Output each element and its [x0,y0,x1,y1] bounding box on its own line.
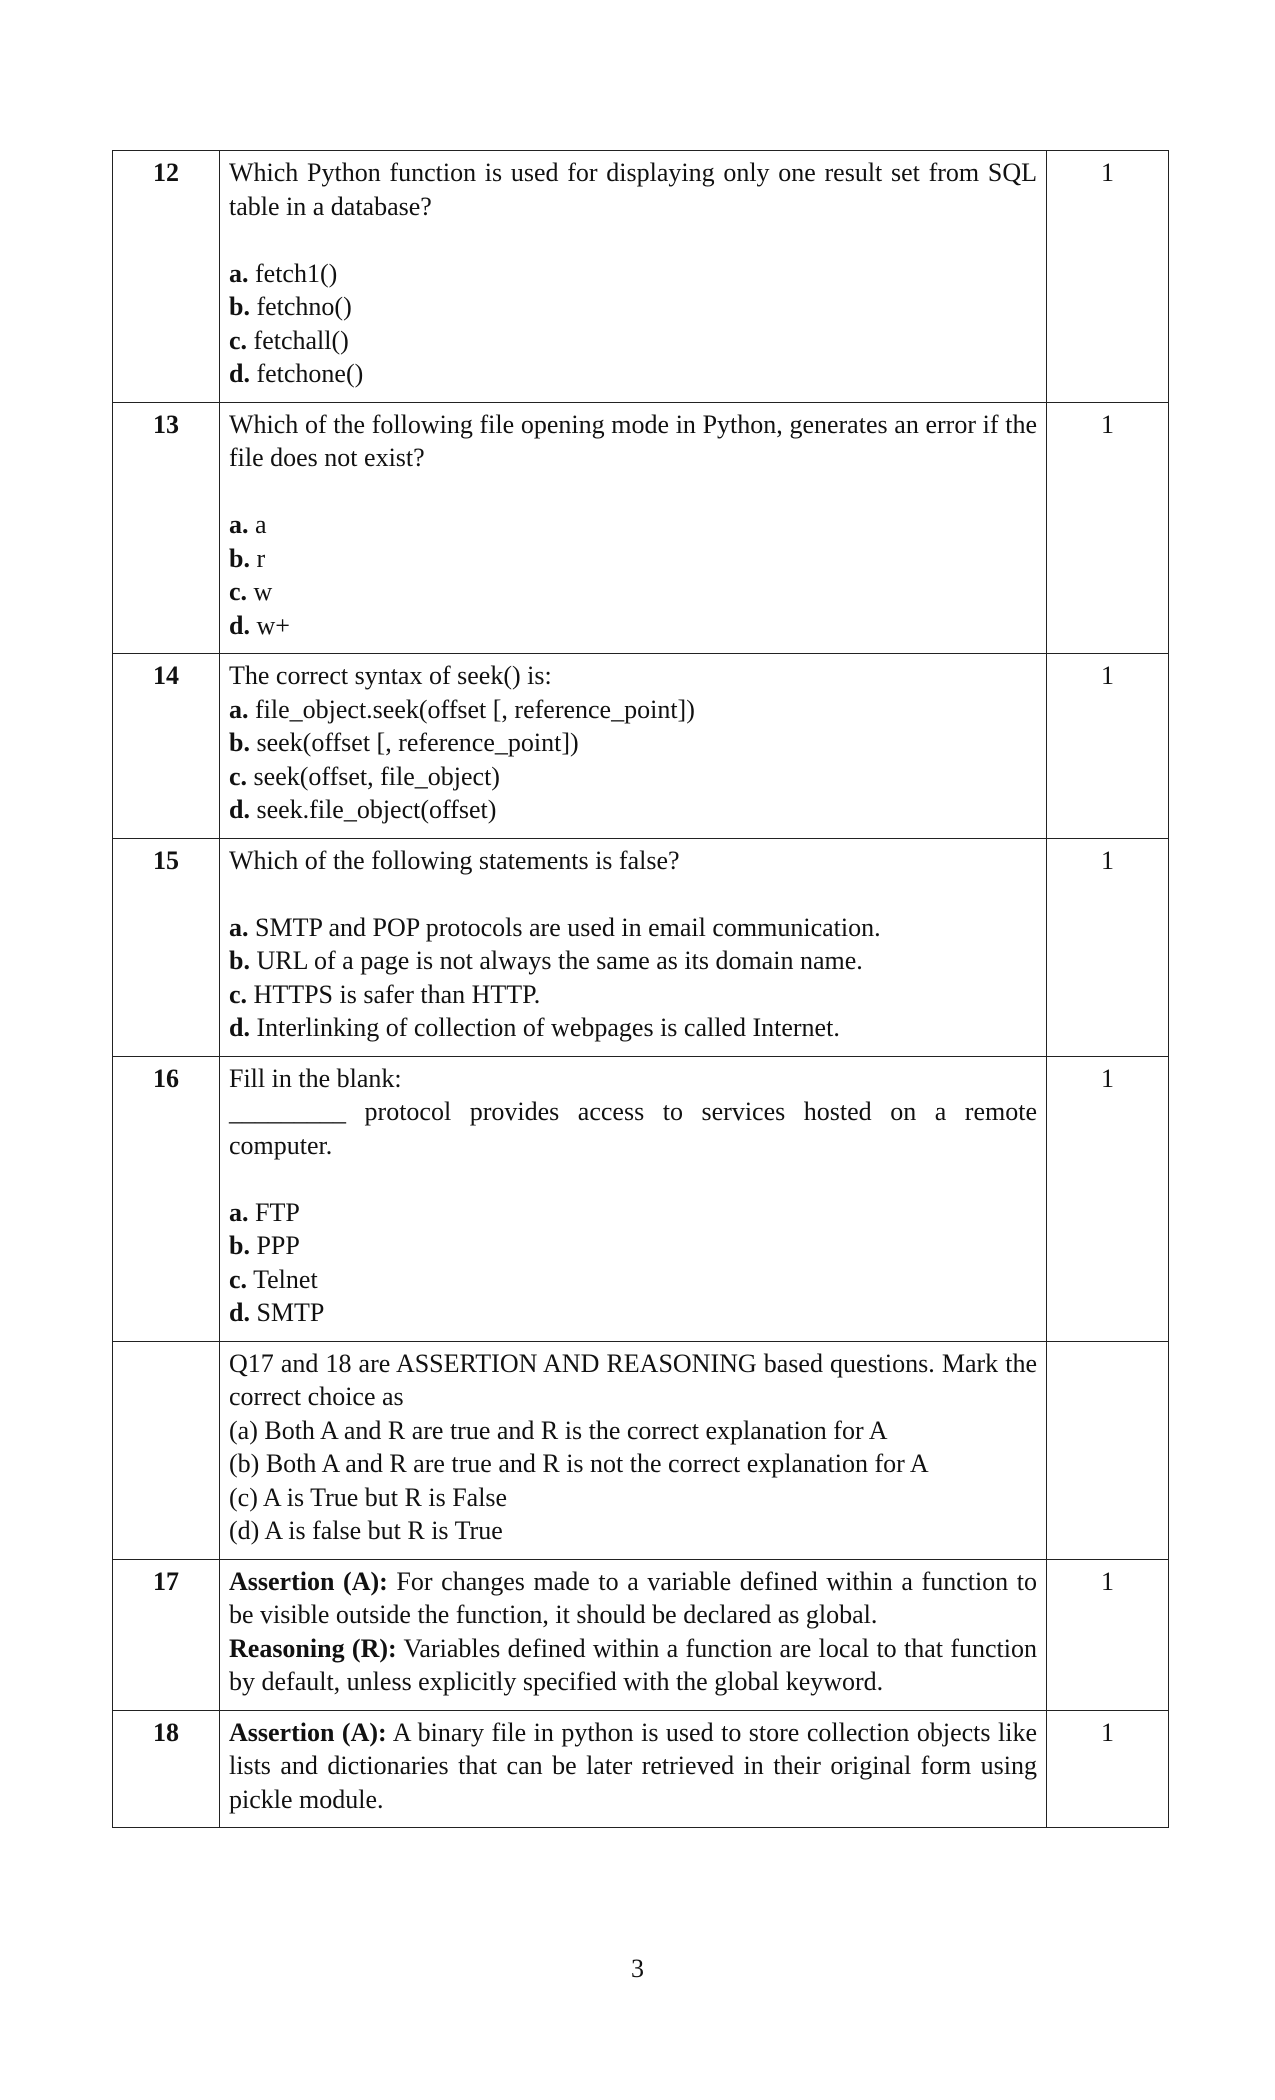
option-c: c. seek(offset, file_object) [229,761,500,791]
question-text: Which Python function is used for displaying only one result set from SQL table in a database? [229,158,1037,221]
instructions-text: Q17 and 18 are ASSERTION AND REASONING based questions. Mark the correct choice as [229,1348,1037,1411]
option-d: d. w+ [229,610,290,640]
question-marks: 1 [1047,1559,1169,1710]
option-a: a. fetch1() [229,258,338,288]
question-number: 15 [113,838,220,1056]
question-marks: 1 [1047,1056,1169,1341]
question-number: 16 [113,1056,220,1341]
question-content [220,1559,1047,1710]
assertion: Assertion (A): For changes made to a variable defined within a function to be visible outside the function, it should be declared as global. [229,1566,1038,1629]
option-a: a. FTP [229,1197,300,1227]
question-number: 18 [113,1710,220,1828]
question-row-12 [113,151,1169,403]
question-marks: 1 [1047,402,1169,654]
question-content [220,402,1047,654]
option-b: b. r [229,543,266,573]
question-content [220,1056,1047,1341]
option-c: c. fetchall() [229,325,349,355]
option-c: c. Telnet [229,1264,318,1294]
option-d: d. Interlinking of collection of webpages is called Internet. [229,1013,840,1042]
question-instruction: Fill in the blank: [229,1063,402,1093]
question-text: Which of the following statements is false? [229,845,680,875]
option-c: c. w [229,577,273,606]
instructions-content [220,1341,1047,1559]
question-text: _________ protocol provides access to services hosted on a remote computer. [229,1097,1037,1160]
page-number: 3 [631,1954,644,1983]
option-c: c. HTTPS is safer than HTTP. [229,979,541,1009]
option-d: d. fetchone() [229,359,364,388]
option-b: b. URL of a page is not always the same as its domain name. [229,946,863,975]
option-b: b. seek(offset [, reference_point]) [229,728,579,757]
question-content [220,1710,1047,1828]
option-b: b. fetchno() [229,292,352,321]
question-number: 12 [113,151,220,403]
question-table [112,150,1169,1828]
option-b: b. PPP [229,1231,300,1260]
question-content [220,654,1047,839]
option-d: d. seek.file_object(offset) [229,795,497,824]
question-row-15 [113,838,1169,1056]
option-a: a. SMTP and POP protocols are used in email communication. [229,912,881,942]
assertion: Assertion (A): A binary file in python is used to store collection objects like lists and dictionaries that can be later retrieved in their original form using pickle module. [229,1717,1037,1814]
question-text: Which of the following file opening mode in Python, generates an error if the file does not exist? [229,409,1037,472]
option-a: a. file_object.seek(offset [, reference_point]) [229,694,695,724]
question-content [220,151,1047,403]
reasoning: Reasoning (R): Variables defined within a function are local to that function by default, unless explicitly specified with the global keyword. [229,1633,1037,1696]
question-number: 13 [113,402,220,654]
question-row-14 [113,654,1169,839]
question-row-13 [113,402,1169,654]
instructions-row [113,1341,1169,1559]
question-row-17 [113,1559,1169,1710]
question-marks: 1 [1047,654,1169,839]
choice-b: (b) Both A and R are true and R is not the correct explanation for A [229,1449,929,1478]
question-number: 14 [113,654,220,839]
option-d: d. SMTP [229,1298,325,1327]
choice-d: (d) A is false but R is True [229,1516,503,1545]
question-number: 17 [113,1559,220,1710]
question-marks: 1 [1047,838,1169,1056]
question-row-16 [113,1056,1169,1341]
choice-a: (a) Both A and R are true and R is the correct explanation for A [229,1415,888,1445]
question-content [220,838,1047,1056]
question-marks: 1 [1047,151,1169,403]
question-marks: 1 [1047,1710,1169,1828]
choice-c: (c) A is True but R is False [229,1482,508,1512]
option-a: a. a [229,510,267,539]
question-row-18 [113,1710,1169,1828]
question-text: The correct syntax of seek() is: [229,661,552,690]
